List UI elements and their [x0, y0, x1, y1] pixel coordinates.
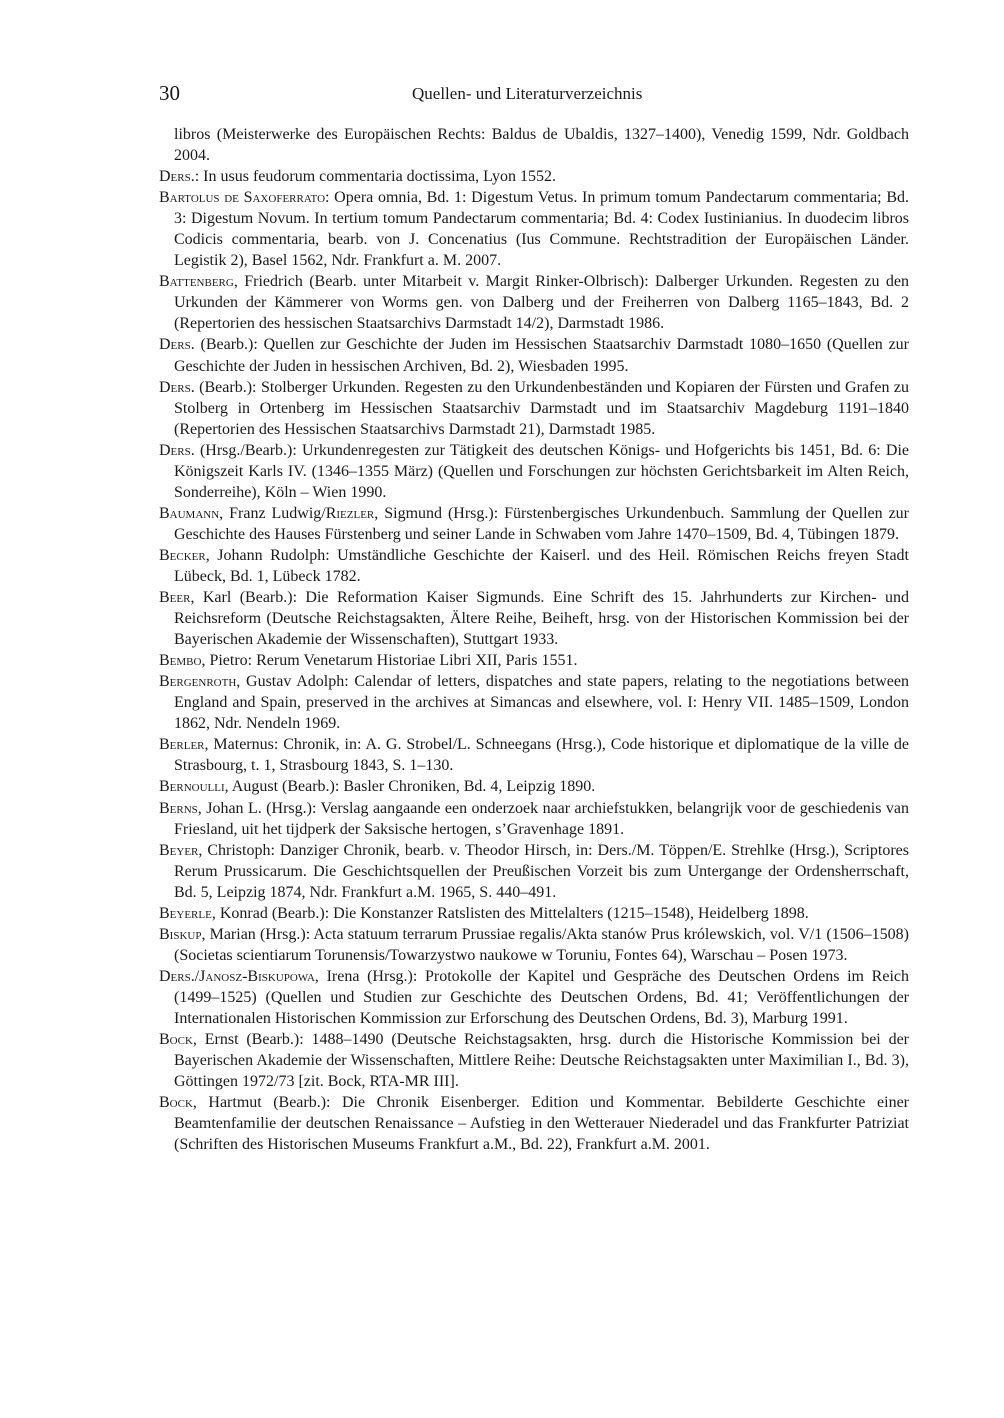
entry-author: Ders.	[159, 378, 195, 396]
entry-author: Battenberg	[159, 273, 234, 291]
entry-author: Berns	[159, 799, 198, 817]
bibliography-entry	[159, 1029, 909, 1092]
entry-text: (Bearb.): Stolberger Urkunden. Regesten zu den Urkundenbeständen und Kopiaren der Fürsten und Grafen zu Stolberg in Ortenberg im Hessischen Staatsarchiv Darmstadt und im Staatsarchiv Magdeburg 1191–1840 (Repertorien des Hessischen Staatsarchivs Darmstadt 21), Darmstadt 1985.	[174, 378, 909, 438]
entry-text: , Irena (Hrsg.): Protokolle der Kapitel und Gespräche des Deutschen Ordens im Reich (1499–1525) (Quellen und Studien zur Geschichte des Deutschen Ordens, Bd. 41; Veröffentlichungen der Internationalen Historischen Kommission zur Erforschung des Deutschen Ordens, Bd. 3), Marburg 1991.	[174, 967, 909, 1027]
entry-text: , Sigmund (Hrsg.): Fürstenbergisches Urkundenbuch. Sammlung der Quellen zur Geschichte des Hauses Fürstenberg und seiner Lande in Schwaben vom Jahre 1470–1509, Bd. 4, Tübingen 1879.	[174, 504, 910, 543]
entry-author: Bock	[159, 1094, 193, 1112]
bibliography-entry	[159, 798, 909, 840]
bibliography-entry	[159, 187, 909, 271]
bibliography-entry	[159, 587, 909, 650]
bibliography-list	[159, 124, 909, 1155]
bibliography-entry	[159, 966, 909, 1029]
bibliography-entry	[159, 776, 909, 797]
entry-author: Bembo	[159, 652, 202, 670]
entry-text: , Marian (Hrsg.): Acta statuum terrarum Prussiae regalis/Akta stanów Prus królewskich, vol. V/1 (1506–1508) (Societas scientiarum Torunensis/Towarzystwo naukowe w Toruniu, Fontes 64), Warschau – Posen 1973.	[174, 925, 909, 964]
entry-author: Beer	[159, 589, 191, 607]
entry-text: : In usus feudorum commentaria doctissima, Lyon 1552.	[194, 168, 557, 186]
page-number: 30	[159, 81, 180, 105]
entry-text: (Bearb.): Quellen zur Geschichte der Juden im Hessischen Staatsarchiv Darmstadt 1080–1650 (Quellen zur Geschichte der Juden in hessischen Archiven, Bd. 2), Wiesbaden 1995.	[174, 336, 909, 375]
bibliography-entry	[159, 924, 909, 966]
running-title: Quellen- und Literaturverzeichnis	[412, 84, 643, 103]
entry-coauthor: Riezler	[325, 504, 375, 522]
entry-text: (Hrsg./Bearb.): Urkundenregesten zur Tätigkeit des deutschen Königs- und Hofgerichts bis 1451, Bd. 6: Die Königszeit Karls IV. (1346–1355 März) (Quellen und Forschungen zur höchsten Gerichtsbarkeit im Alten Reich, Sonderreihe), Köln – Wien 1990.	[174, 441, 909, 501]
bibliography-entry	[159, 166, 909, 187]
bibliography-entry	[159, 271, 909, 334]
bibliography-entry	[159, 650, 909, 671]
bibliography-entry	[159, 671, 909, 734]
entry-text: , Ernst (Bearb.): 1488–1490 (Deutsche Reichstagsakten, hrsg. durch die Historische Kommission bei der Bayerischen Akademie der Wissenschaften, Mittlere Reihe: Deutsche Reichstagsakten unter Maximilian I., Bd. 3), Göttingen 1972/73 [zit. Bock, RTA-MR III].	[174, 1031, 909, 1091]
entry-text: , Hartmut (Bearb.): Die Chronik Eisenberger. Edition und Kommentar. Bebilderte Geschichte einer Beamtenfamilie der deutschen Renaissance – Aufstieg in den Wetterauer Niederadel und das Frankfurter Patriziat (Schriften des Historischen Museums Frankfurt a.M., Bd. 22), Frankfurt a.M. 2001.	[174, 1094, 909, 1154]
entry-author: Biskup	[159, 925, 202, 943]
entry-text: , Maternus: Chronik, in: A. G. Strobel/L. Schneegans (Hrsg.), Code historique et diplomatique de la ville de Strasbourg, t. 1, Strasbourg 1843, S. 1–130.	[174, 736, 909, 775]
entry-author: Baumann	[159, 504, 220, 522]
entry-text: , Johann Rudolph: Umständliche Geschichte der Kaiserl. und des Heil. Römischen Reichs freyen Stadt Lübeck, Bd. 1, Lübeck 1782.	[174, 546, 909, 585]
bibliography-entry	[159, 545, 909, 587]
entry-author: Bernoulli	[159, 778, 225, 796]
entry-author: Becker	[159, 546, 206, 564]
entry-author: Berler	[159, 736, 205, 754]
bibliography-entry	[159, 440, 909, 503]
bibliography-entry	[159, 503, 909, 545]
entry-author: Beyer	[159, 841, 199, 859]
entry-text: , Franz Ludwig/	[219, 504, 326, 522]
entry-text: , Johan L. (Hrsg.): Verslag aangaande een onderzoek naar archiefstukken, belangrijk voor de geschiedenis van Friesland, uit het tijdperk der Saksische hertogen, s’Gravenhage 1891.	[174, 799, 909, 838]
entry-author: Ders.	[159, 441, 195, 459]
bibliography-entry	[159, 334, 909, 376]
entry-author: Ders./Janosz-Biskupowa	[159, 967, 315, 985]
entry-author: Bergenroth	[159, 673, 237, 691]
entry-text: , Christoph: Danziger Chronik, bearb. v. Theodor Hirsch, in: Ders./M. Töppen/E. Strehlke (Hrsg.), Scriptores Rerum Prussicarum. Die Geschichtsquellen der Preußischen Vorzeit bis zum Untergange der Ordensherrschaft, Bd. 5, Leipzig 1874, Ndr. Frankfurt a.M. 1965, S. 440–491.	[174, 841, 909, 901]
entry-author: Bartolus de Saxoferrato	[159, 189, 326, 207]
entry-text: , August (Bearb.): Basler Chroniken, Bd. 4, Leipzig 1890.	[224, 778, 596, 796]
entry-text: , Pietro: Rerum Venetarum Historiae Libri XII, Paris 1551.	[201, 652, 578, 670]
entry-text: libros (Meisterwerke des Europäischen Rechts: Baldus de Ubaldis, 1327–1400), Venedig 1599, Ndr. Goldbach 2004.	[174, 126, 909, 165]
bibliography-entry	[159, 377, 909, 440]
entry-author: Beyerle	[159, 904, 212, 922]
bibliography-entry	[159, 1092, 909, 1155]
bibliography-entry	[159, 840, 909, 903]
bibliography-entry	[159, 903, 909, 924]
entry-author: Bock	[159, 1031, 193, 1049]
entry-author: Ders.	[159, 336, 195, 354]
entry-text: , Konrad (Bearb.): Die Konstanzer Ratslisten des Mittelalters (1215–1548), Heidelberg 1898.	[211, 904, 809, 922]
entry-text: , Gustav Adolph: Calendar of letters, dispatches and state papers, relating to the negotiations between England and Spain, preserved in the archives at Simancas and elsewhere, vol. I: Henry VII. 1485–1509, London 1862, Ndr. Nendeln 1969.	[174, 673, 909, 733]
entry-text: , Karl (Bearb.): Die Reformation Kaiser Sigmunds. Eine Schrift des 15. Jahrhunderts zur Kirchen- und Reichsreform (Deutsche Reichstagsakten, Ältere Reihe, Beiheft, hrsg. von der Historischen Kommission bei der Bayerischen Akademie der Wissenschaften), Stuttgart 1933.	[174, 589, 909, 649]
entry-author: Ders.	[159, 168, 195, 186]
bibliography-entry	[159, 734, 909, 776]
entry-text: : Opera omnia, Bd. 1: Digestum Vetus. In primum tomum Pandectarum commentaria; Bd. 3: Digestum Novum. In tertium tomum Pandectarum commentaria; Bd. 4: Codex Iustinianius. In duodecim libros Codicis commentaria, bearb. von J. Concenatius (Ius Commune. Rechtstradition der Europäischen Länder. Legistik 2), Basel 1562, Ndr. Frankfurt a. M. 2007.	[174, 189, 909, 270]
entry-text: , Friedrich (Bearb. unter Mitarbeit v. Margit Rinker-Olbrisch): Dalberger Urkunden. Regesten zu den Urkunden der Kämmerer von Worms gen. von Dalberg und der Freiherren von Dalberg 1165–1843, Bd. 2 (Repertorien des hessischen Staatsarchivs Darmstadt 14/2), Darmstadt 1986.	[174, 273, 909, 333]
bibliography-entry	[159, 124, 909, 166]
